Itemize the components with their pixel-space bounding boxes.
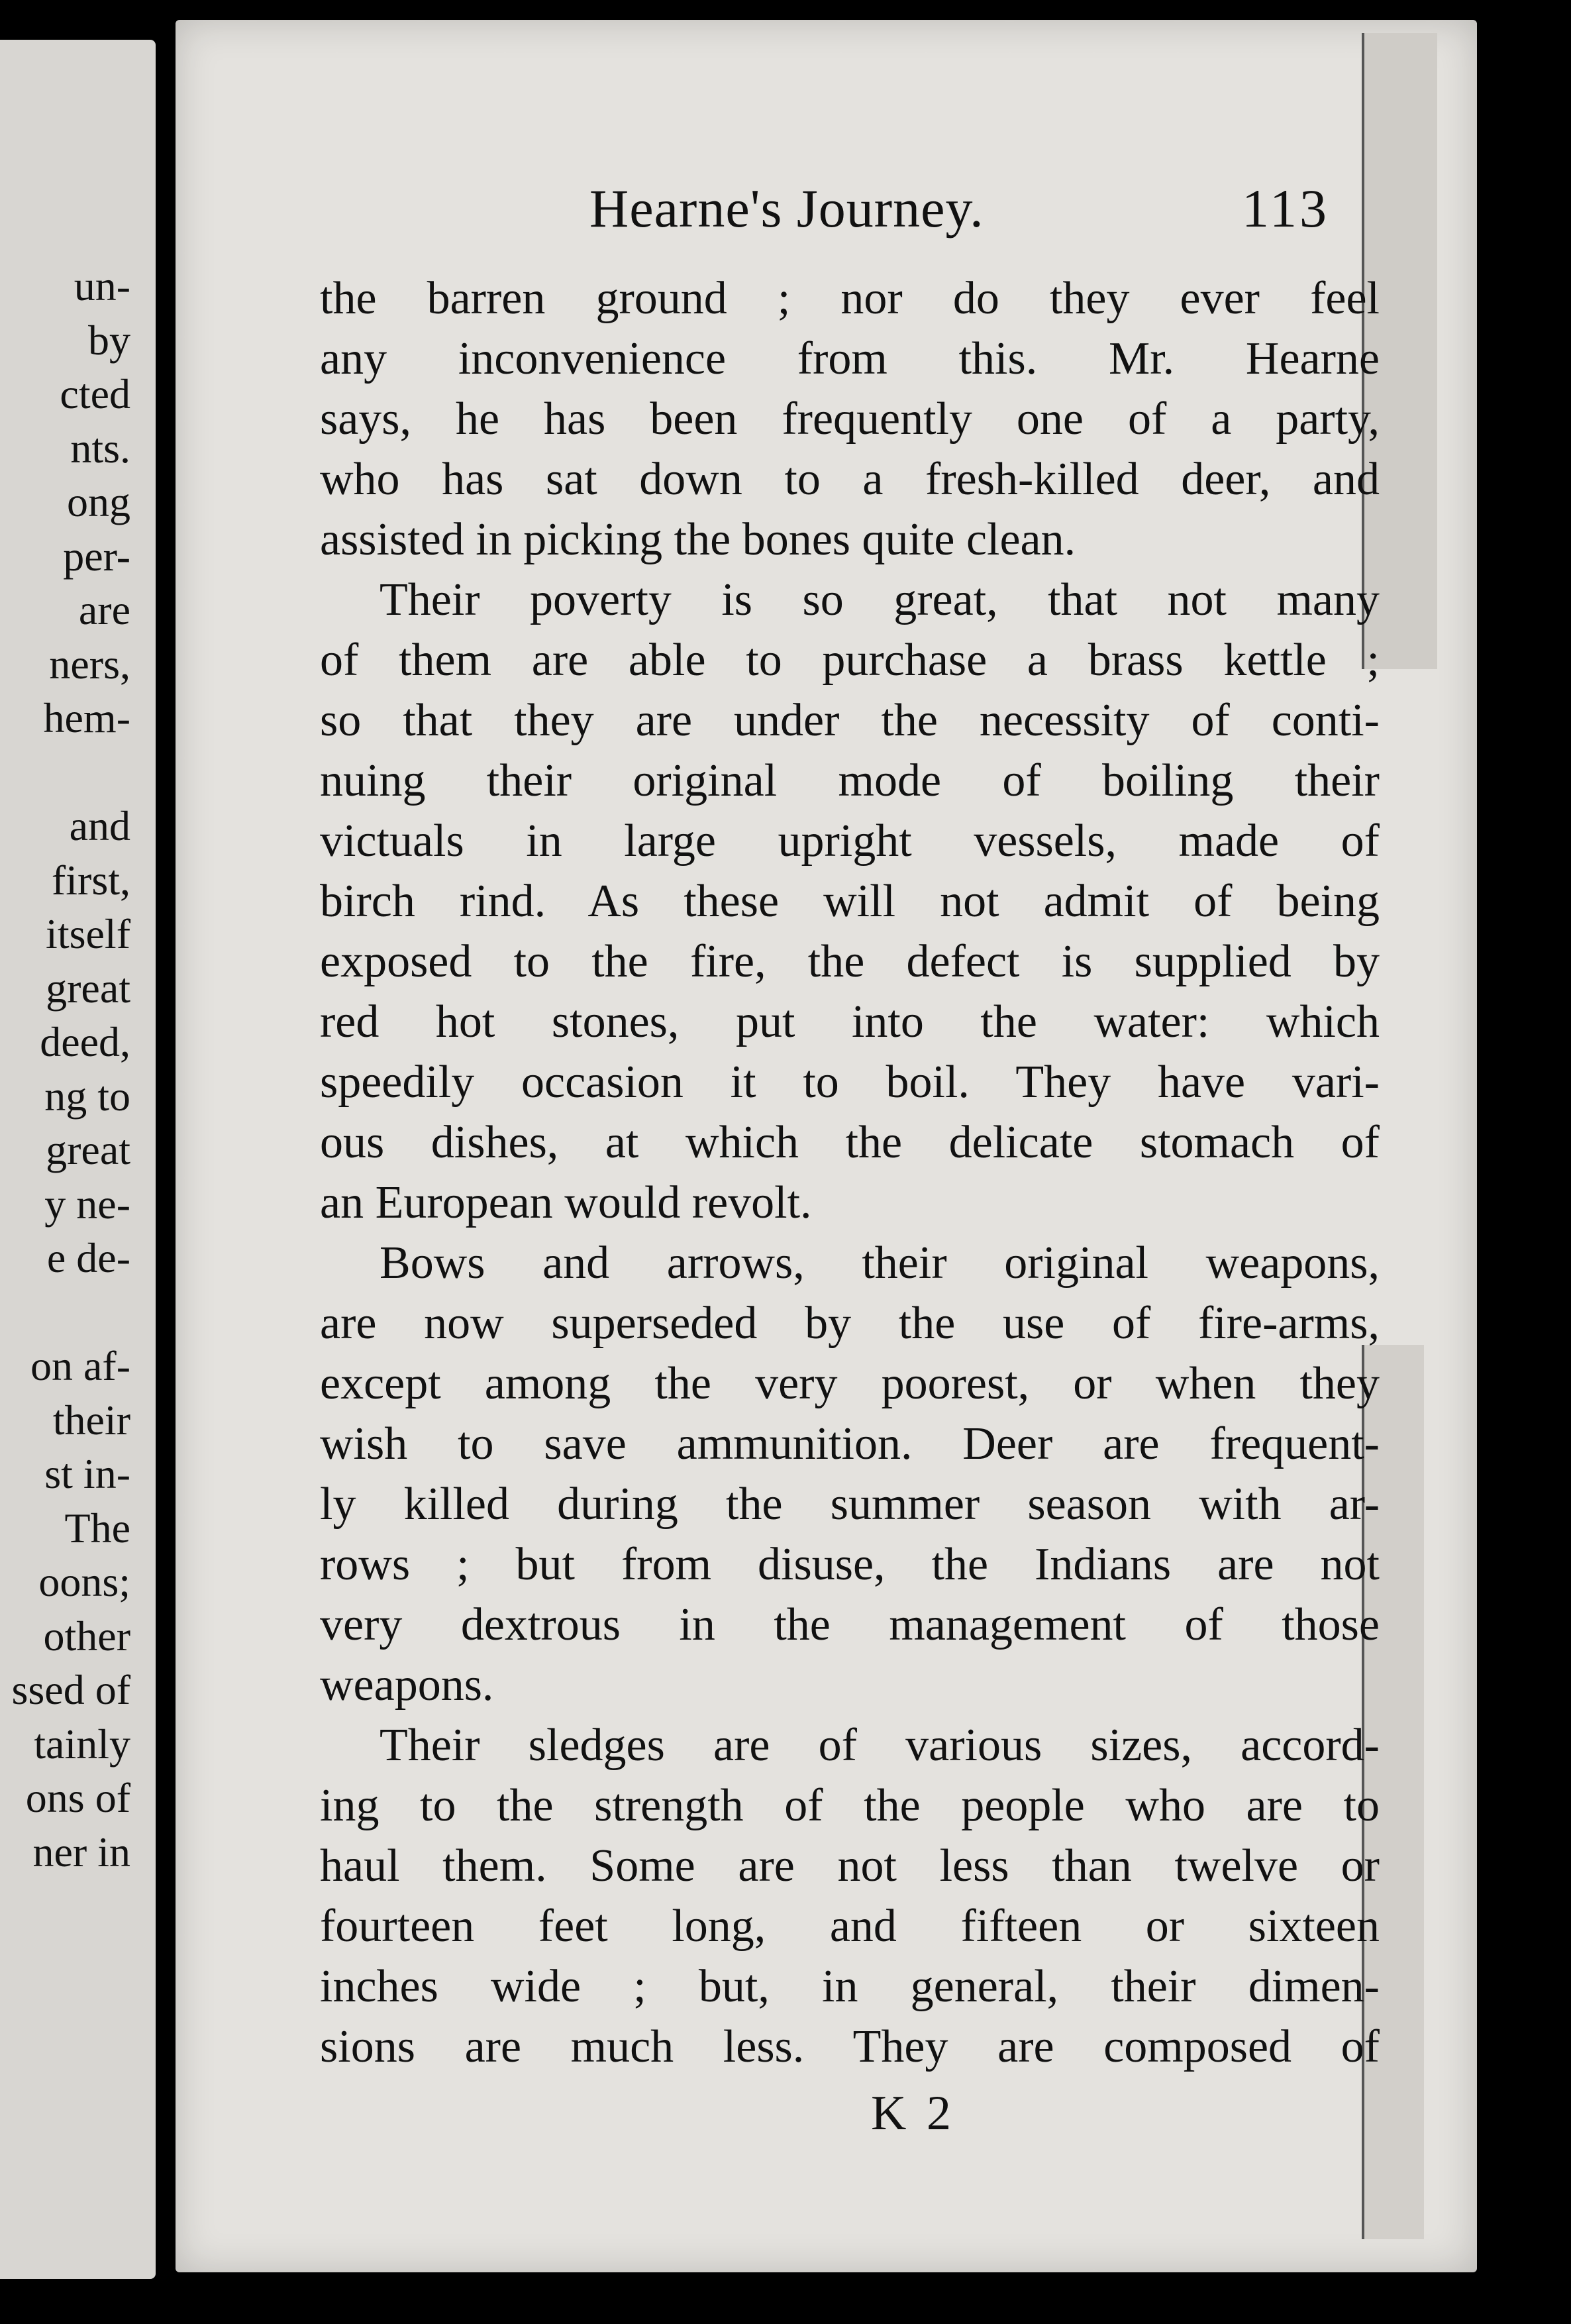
text-line: ly killed during the summer season with ar- — [320, 1479, 1380, 1530]
text-line: ous dishes, at which the delicate stomach of — [320, 1117, 1380, 1168]
facing-page-line: ssed of — [11, 1666, 130, 1713]
signature-mark: K 2 — [871, 2086, 955, 2140]
text-line: assisted in picking the bones quite clean. — [320, 514, 1076, 565]
facing-page-line: ner in — [32, 1828, 130, 1875]
facing-page-line: ong — [67, 478, 130, 525]
facing-page-line: e de- — [46, 1234, 130, 1281]
text-line: Their sledges are of various sizes, accord- — [380, 1720, 1380, 1771]
text-line: any inconvenience from this. Mr. Hearne — [320, 333, 1380, 384]
facing-page-line: per- — [63, 532, 130, 580]
text-line: sions are much less. They are composed of — [320, 2021, 1380, 2072]
running-title: Hearne's Journey. — [589, 178, 984, 238]
page-number: 113 — [1242, 178, 1329, 238]
text-line: an European would revolt. — [320, 1177, 812, 1228]
facing-page-line: and — [69, 802, 130, 849]
facing-page-line: ng to — [44, 1072, 130, 1120]
page-header — [176, 176, 1477, 248]
text-line: the barren ground ; nor do they ever feel — [320, 273, 1380, 324]
text-line: very dextrous in the management of those — [320, 1599, 1380, 1650]
facing-page-line: other — [43, 1612, 130, 1660]
text-line: are now superseded by the use of fire-arms, — [320, 1298, 1380, 1349]
text-line: victuals in large upright vessels, made of — [320, 816, 1380, 867]
facing-page-line: y ne- — [44, 1180, 130, 1228]
text-line: who has sat down to a fresh-killed deer, and — [320, 454, 1380, 505]
paragraph — [320, 268, 1446, 570]
facing-page-line: The — [64, 1504, 130, 1552]
text-line: says, he has been frequently one of a party, — [320, 394, 1380, 445]
body-text — [320, 268, 1446, 2077]
text-line: speedily occasion it to boil. They have vari- — [320, 1057, 1380, 1108]
text-line: wish to save ammunition. Deer are frequent- — [320, 1418, 1380, 1469]
facing-page-line: are — [78, 586, 130, 633]
book-gutter — [156, 0, 176, 2324]
text-line: inches wide ; but, in general, their dimen- — [320, 1961, 1380, 2012]
text-line: Bows and arrows, their original weapons, — [380, 1238, 1380, 1289]
facing-page-line: great — [46, 1126, 130, 1173]
text-line: of them are able to purchase a brass kettle ; — [320, 635, 1380, 686]
facing-page-line: deed, — [40, 1018, 130, 1065]
text-line: except among the very poorest, or when they — [320, 1358, 1380, 1409]
book-page — [176, 20, 1477, 2272]
facing-page-line: by — [88, 316, 130, 364]
text-line: Their poverty is so great, that not many — [380, 574, 1380, 625]
paragraph — [320, 570, 1446, 1233]
paragraph — [320, 1715, 1446, 2077]
facing-page-line: cted — [60, 370, 130, 417]
facing-page-line: st in- — [44, 1450, 130, 1497]
facing-page-line: un- — [74, 262, 130, 309]
facing-page-line: tainly — [34, 1720, 130, 1768]
facing-page-line: on af- — [30, 1342, 130, 1389]
facing-page-line: hem- — [43, 694, 130, 741]
facing-page — [0, 40, 156, 2279]
facing-page-line: ons of — [25, 1774, 130, 1821]
text-line: nuing their original mode of boiling their — [320, 755, 1380, 806]
facing-page-line: great — [46, 964, 130, 1012]
text-line: fourteen feet long, and fifteen or sixteen — [320, 1901, 1380, 1952]
text-line: red hot stones, put into the water: which — [320, 996, 1380, 1047]
text-line: haul them. Some are not less than twelve or — [320, 1840, 1380, 1891]
facing-page-line: nts. — [70, 424, 130, 472]
facing-page-line: first, — [51, 856, 130, 904]
facing-page-line: ners, — [49, 640, 130, 688]
facing-page-line: itself — [46, 910, 130, 957]
text-line: ing to the strength of the people who are to — [320, 1780, 1380, 1831]
facing-page-line: their — [52, 1396, 130, 1444]
text-line: weapons. — [320, 1660, 494, 1711]
text-line: so that they are under the necessity of conti- — [320, 695, 1380, 746]
paragraph — [320, 1233, 1446, 1715]
facing-page-line: oons; — [38, 1558, 130, 1605]
text-line: birch rind. As these will not admit of being — [320, 876, 1380, 927]
text-line: exposed to the fire, the defect is supplied by — [320, 936, 1380, 987]
text-line: rows ; but from disuse, the Indians are not — [320, 1539, 1380, 1590]
